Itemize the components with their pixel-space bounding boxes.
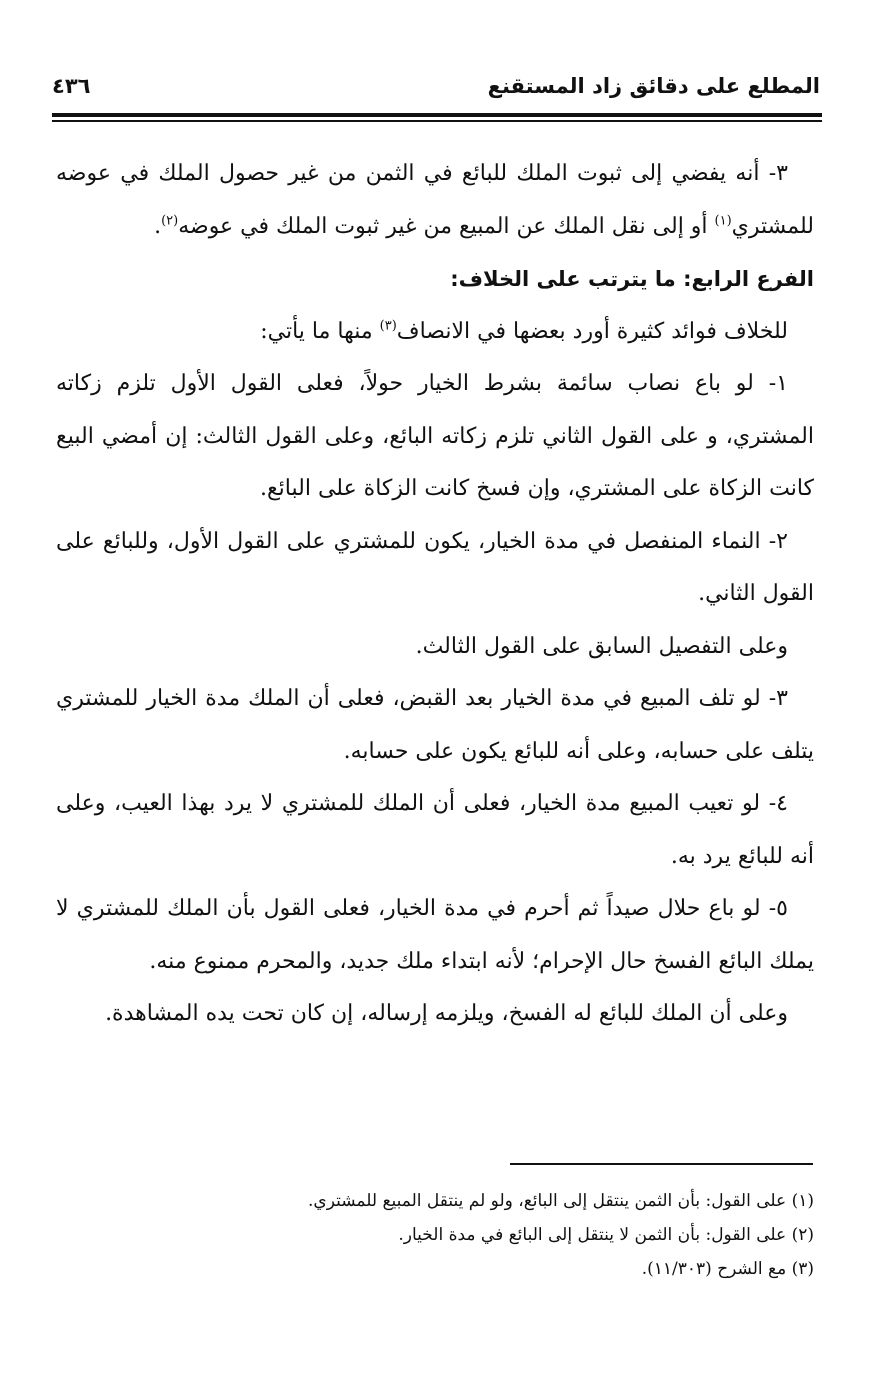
paragraph-intro: للخلاف فوائد كثيرة أورد بعضها في الانصاف$^{(٣)}$ منها ما يأتي: <box>260 318 788 344</box>
paragraph-item-1: ١- لو باع نصاب سائمة بشرط الخيار حولاً، فعلى القول الأول تلزم زكاته المشتري، و على القول الثاني تلزم زكاته البائع، وعلى القول الثالث: إن أمضي البيع كانت الزكاة على المشتري، وإن فسخ كانت الزكاة على البائع. <box>56 371 814 501</box>
header-rule-thick <box>52 113 822 117</box>
section-heading: الفرع الرابع: ما يترتب على الخلاف: <box>450 267 814 291</box>
footnote-2: (٢) على القول: بأن الثمن لا ينتقل إلى البائع في مدة الخيار. <box>398 1225 814 1245</box>
paragraph-item-5-continued: وعلى أن الملك للبائع له الفسخ، ويلزمه إرساله، إن كان تحت يده المشاهدة. <box>105 1001 788 1026</box>
main-text <box>56 148 814 1041</box>
page-header <box>52 70 820 114</box>
header-rule-thin <box>52 120 822 122</box>
page-number: ٤٣٦ <box>52 74 91 98</box>
paragraph-item-4: ٤- لو تعيب المبيع مدة الخيار، فعلى أن الملك للمشتري لا يرد بهذا العيب، وعلى أنه للبائع يرد به. <box>56 791 814 869</box>
footnote-ref-2[interactable]: (٢) <box>161 213 179 229</box>
footnote-3: (٣) مع الشرح (١١/٣٠٣). <box>641 1259 814 1279</box>
paragraph-point-3: ٣- أنه يفضي إلى ثبوت الملك للبائع في الثمن من غير حصول الملك في عوضه للمشتري$^{(١)}$ أو إلى نقل الملك عن المبيع من غير ثبوت الملك في عوضه$^{(٢)}$. <box>56 161 814 239</box>
running-title: المطلع على دقائق زاد المستقنع <box>487 74 820 98</box>
footnote-separator <box>510 1163 813 1165</box>
footnote-ref-3[interactable]: (٣) <box>379 318 397 334</box>
footnote-1: (١) على القول: بأن الثمن ينتقل إلى البائع، ولو لم ينتقل المبيع للمشتري. <box>308 1191 814 1211</box>
footnotes <box>56 1184 814 1286</box>
paragraph-item-5: ٥- لو باع حلال صيداً ثم أحرم في مدة الخيار، فعلى القول بأن الملك للمشتري لا يملك البائع الفسخ حال الإحرام؛ لأنه ابتداء ملك جديد، والمحرم ممنوع منه. <box>56 896 814 974</box>
paragraph-item-2: ٢- النماء المنفصل في مدة الخيار، يكون للمشتري على القول الأول، وللبائع على القول الثاني. <box>56 528 814 606</box>
paragraph-item-3: ٣- لو تلف المبيع في مدة الخيار بعد القبض، فعلى أن الملك مدة الخيار للمشتري يتلف على حسابه، وعلى أنه للبائع يكون على حسابه. <box>56 686 814 764</box>
footnote-ref-1[interactable]: (١) <box>714 213 732 229</box>
paragraph-item-2-continued: وعلى التفصيل السابق على القول الثالث. <box>415 633 788 659</box>
